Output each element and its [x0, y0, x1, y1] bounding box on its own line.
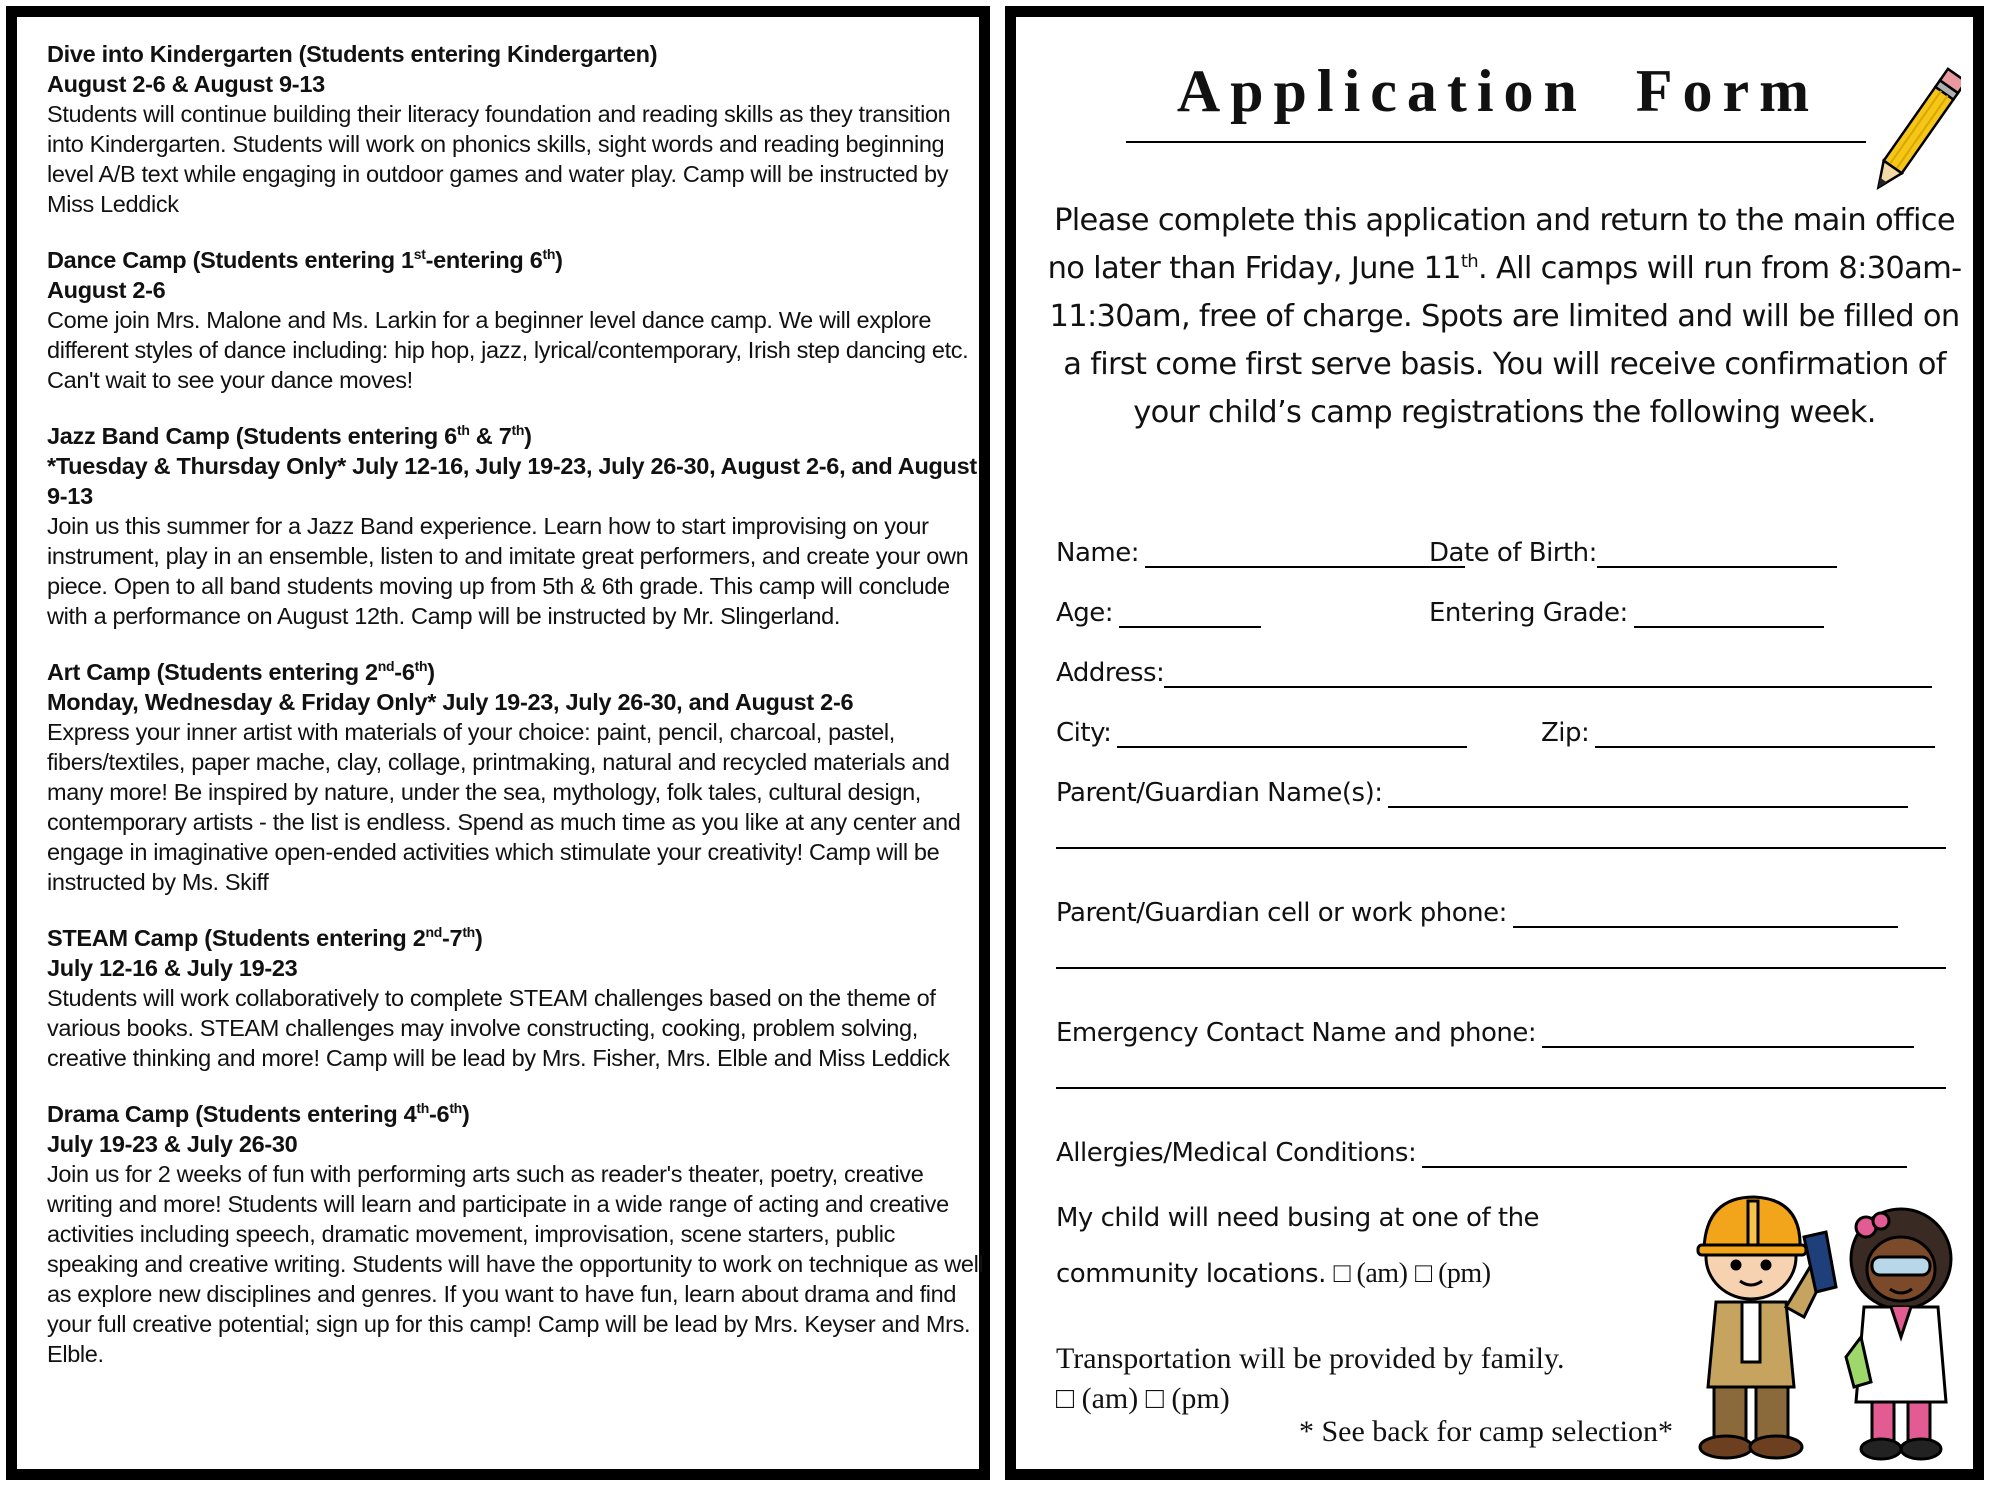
grade-field[interactable] [1429, 592, 1824, 628]
zip-label: Zip: [1541, 718, 1590, 748]
allergies-blank[interactable] [1422, 1138, 1907, 1168]
parent-phone-label: Parent/Guardian cell or work phone: [1056, 898, 1507, 928]
title-underline [1126, 141, 1866, 143]
form-instructions: Please complete this application and return to the main office no later than Friday, June 11th. All camps will run from 8:30am-11:30am, free of charge. Spots are limited and will be filled on a first come first serve basis. You will receive confirmation of your child’s camp registrations the following week. [1047, 203, 1962, 430]
busing-question [1056, 1190, 1616, 1302]
emergency-contact-label: Emergency Contact Name and phone: [1056, 1018, 1537, 1048]
emergency-contact-extra-line[interactable] [1056, 1087, 1946, 1089]
allergies-field[interactable] [1056, 1132, 1907, 1168]
busing-line-1: My child will need busing at one of the [1056, 1203, 1540, 1233]
camp-title: Jazz Band Camp (Students entering 6th & 7th) [47, 422, 532, 449]
parent-name-field[interactable] [1056, 772, 1908, 808]
transportation-question [1056, 1339, 1656, 1419]
camp-description: Express your inner artist with materials of your choice: paint, pencil, charcoal, pastel, fibers/textiles, paper mache, clay, collage, printmaking, natural and recycled materials and many more! Be inspired by nature, under the sea, mythology, folk tales, cultural design, contemporary artists - the list is endless. Spend as much time as you like at any center and engage in imaginative open-ended activities which stimulate your creativity! Camp will be instructed by Ms. Skiff [47, 719, 961, 895]
see-back-note: * See back for camp selection* [1298, 1415, 1674, 1448]
camp-description: Join us for 2 weeks of fun with performing arts such as reader's theater, poetry, creative writing and more! Students will learn and participate in a wide range of acting and creative activities including speech, dramatic movement, improvisation, scene starters, public speaking and creative writing. Students will have the opportunity to work on technique as well as explore new disciplines and genres. If you want to have fun, learn about drama and find your full creative potential; sign up for this camp! Camp will be lead by Mrs. Keyser and Mrs. Elble. [47, 1161, 984, 1367]
camp-dates: July 19-23 & July 26-30 [47, 1131, 298, 1157]
application-form-panel [1005, 6, 1984, 1480]
camp-steam [47, 923, 987, 1073]
busing-line-2: community locations. [1056, 1259, 1326, 1289]
age-blank[interactable] [1119, 598, 1261, 628]
name-label: Name: [1056, 538, 1139, 568]
address-label: Address: [1056, 658, 1165, 688]
camp-description: Come join Mrs. Malone and Ms. Larkin for a beginner level dance camp. We will explore different styles of dance including: hip hop, jazz, lyrical/contemporary, Irish step dancing etc. Can't wait to see your dance moves! [47, 307, 969, 393]
camp-jazz-band [47, 421, 987, 631]
camp-title: STEAM Camp (Students entering 2nd-7th) [47, 924, 483, 951]
dob-label: Date of Birth: [1429, 538, 1597, 568]
emergency-contact-blank[interactable] [1542, 1018, 1914, 1048]
camp-title: Drama Camp (Students entering 4th-6th) [47, 1100, 470, 1127]
parent-name-label: Parent/Guardian Name(s): [1056, 778, 1383, 808]
name-blank[interactable] [1145, 538, 1465, 568]
zip-blank[interactable] [1595, 718, 1935, 748]
city-blank[interactable] [1117, 718, 1467, 748]
dob-blank[interactable] [1597, 538, 1837, 568]
camp-descriptions-panel [6, 6, 990, 1480]
transport-pm-checkbox[interactable]: □ (pm) [1145, 1382, 1230, 1415]
grade-label: Entering Grade: [1429, 598, 1628, 628]
name-field[interactable] [1056, 532, 1465, 568]
address-field[interactable] [1056, 652, 1932, 688]
busing-pm-checkbox[interactable]: □ (pm) [1415, 1258, 1491, 1289]
form-title: Application Form [1176, 58, 1820, 124]
dob-field[interactable] [1429, 532, 1837, 568]
parent-phone-field[interactable] [1056, 892, 1898, 928]
grade-blank[interactable] [1634, 598, 1824, 628]
camp-title: Dive into Kindergarten (Students entering Kindergarten) [47, 41, 658, 67]
allergies-label: Allergies/Medical Conditions: [1056, 1138, 1417, 1168]
camp-dates: August 2-6 [47, 277, 166, 303]
age-label: Age: [1056, 598, 1114, 628]
city-field[interactable] [1056, 712, 1467, 748]
address-blank[interactable] [1164, 658, 1932, 688]
camp-dates: *Tuesday & Thursday Only* July 12-16, July 19-23, July 26-30, August 2-6, and August 9-13 [47, 453, 977, 509]
camp-title: Art Camp (Students entering 2nd-6th) [47, 658, 435, 685]
busing-am-checkbox[interactable]: □ (am) [1333, 1258, 1408, 1289]
emergency-contact-field[interactable] [1056, 1012, 1914, 1048]
camp-kindergarten [47, 39, 987, 219]
zip-field[interactable] [1541, 712, 1935, 748]
camp-dates: August 2-6 & August 9-13 [47, 71, 325, 97]
camp-list [47, 39, 987, 1395]
parent-phone-extra-line[interactable] [1056, 967, 1946, 969]
camp-dates: Monday, Wednesday & Friday Only* July 19-23, July 26-30, and August 2-6 [47, 689, 854, 715]
camp-art [47, 657, 987, 897]
camp-dates: July 12-16 & July 19-23 [47, 955, 298, 981]
transport-am-checkbox[interactable]: □ (am) [1056, 1382, 1139, 1415]
transportation-label: Transportation will be provided by family. [1056, 1342, 1565, 1375]
city-label: City: [1056, 718, 1112, 748]
camp-description: Join us this summer for a Jazz Band experience. Learn how to start improvising on your instrument, play in an ensemble, listen to and imitate great performers, and create your own piece. Open to all band students moving up from 5th & 6th grade. This camp will conclude with a performance on August 12th. Camp will be instructed by Mr. Slingerland. [47, 513, 969, 629]
parent-name-blank[interactable] [1388, 778, 1908, 808]
kids-scientists-illustration [1676, 1177, 1976, 1477]
camp-title: Dance Camp (Students entering 1st-entering 6th) [47, 246, 563, 273]
age-field[interactable] [1056, 592, 1261, 628]
camp-drama [47, 1099, 987, 1369]
camp-description: Students will continue building their literacy foundation and reading skills as they transition into Kindergarten. Students will work on phonics skills, sight words and reading beginning level A/B text while engaging in outdoor games and water play. Camp will be instructed by Miss Leddick [47, 101, 951, 217]
parent-phone-blank[interactable] [1513, 898, 1898, 928]
camp-dance [47, 245, 987, 395]
pencil-icon [1871, 57, 1961, 207]
camp-description: Students will work collaboratively to complete STEAM challenges based on the theme of various books. STEAM challenges may involve constructing, cooking, problem solving, creative thinking and more! Camp will be lead by Mrs. Fisher, Mrs. Elble and Miss Leddick [47, 985, 950, 1071]
parent-name-extra-line[interactable] [1056, 847, 1946, 849]
